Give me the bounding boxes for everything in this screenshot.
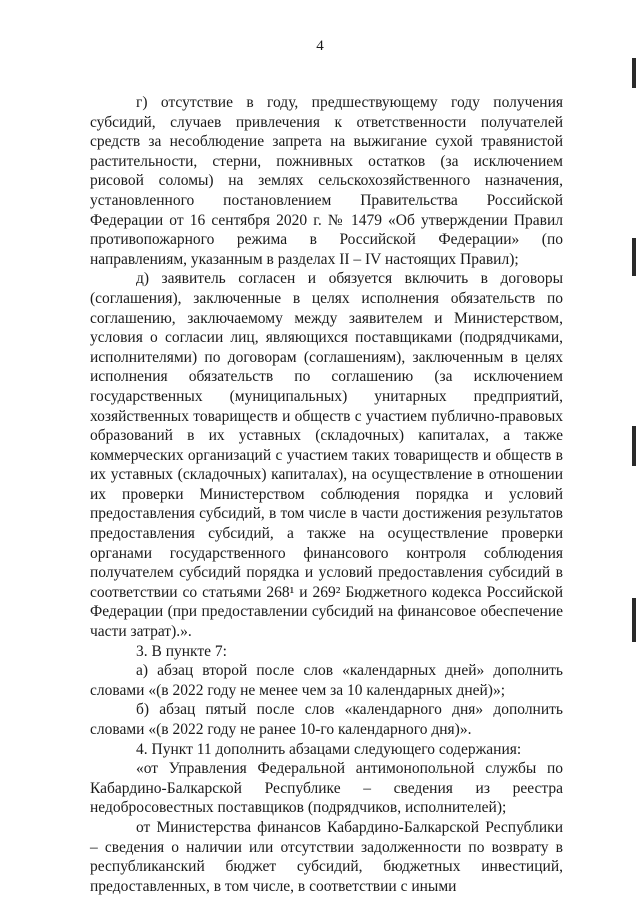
scan-edge-mark xyxy=(632,238,636,276)
page-number: 4 xyxy=(316,38,324,54)
paragraph-3b: б) абзац пятый после слов «календарного дня» дополнить словами «(в 2022 году не ранее 10-го календарного дня)». xyxy=(90,701,563,738)
paragraph-item-4: 4. Пункт 11 дополнить абзацами следующего содержания: xyxy=(136,740,522,758)
paragraph-minfin-info: от Министерства финансов Кабардино-Балкарской Республики – сведения о наличии или отсутствии задолженности по возврату в республиканский бюджет субсидий, бюджетных инвестиций, предоставленных, в том числе, в соответствии с иными xyxy=(90,818,563,895)
paragraph-d: д) заявитель согласен и обязуется включить в договоры (соглашения), заключенные в целях исполнения обязательств по соглашению, заключаемому между заявителем и Министерством, условия о согласии лиц, являющихся поставщиками (подрядчиками, исполнителями) по договорам (соглашениям), заключенным в целях исполнения обязательств по соглашению (за исключением государственных (муниципальных) унитарных предприятий, хозяйственных товариществ и обществ с участием публично-правовых образований в их уставных (складочных) капиталах, а также коммерческих организаций с участием таких товариществ и обществ в их уставных (складочных) капиталах), на осуществление в отношении их проверки Министерством соблюдения порядка и условий предоставления субсидий, в том числе в части достижения результатов предоставления субсидий, а также на осуществление проверки органами государственного финансового контроля соблюдения получателем субсидий порядка и условий предоставления субсидий в соответствии со статьями 268¹ и 269² Бюджетного кодекса Российской Федерации (при предоставлении субсидий на финансовое обеспечение части затрат).». xyxy=(90,270,563,641)
paragraph-g: г) отсутствие в году, предшествующему году получения субсидий, случаев привлечения к ответственности получателей средств за несоблюдение запрета на выжигание сухой травянистой растительности, стерни, пожнивных остатков (за исключением рисовой соломы) на землях сельскохозяйственного назначения, установленного постановлением Правительства Российской Федерации от 16 сентября 2020 г. № 1479 «Об утверждении Правил противопожарного режима в Российской Федерации» (по направлениям, указанным в разделах II – IV настоящих Правил); xyxy=(90,94,563,268)
document-body xyxy=(90,93,563,896)
paragraph-item-3: 3. В пункте 7: xyxy=(136,642,227,660)
scan-edge-mark xyxy=(632,598,636,642)
scan-edge-mark xyxy=(632,426,636,466)
scan-edge-mark xyxy=(632,58,636,88)
paragraph-fas-info: «от Управления Федеральной антимонопольной службы по Кабардино-Балкарской Республике – сведения из реестра недобросовестных поставщиков (подрядчиков, исполнителей); xyxy=(90,760,563,817)
paragraph-3a: а) абзац второй после слов «календарных дней» дополнить словами «(в 2022 году не менее чем за 10 календарных дней)»; xyxy=(90,662,563,699)
